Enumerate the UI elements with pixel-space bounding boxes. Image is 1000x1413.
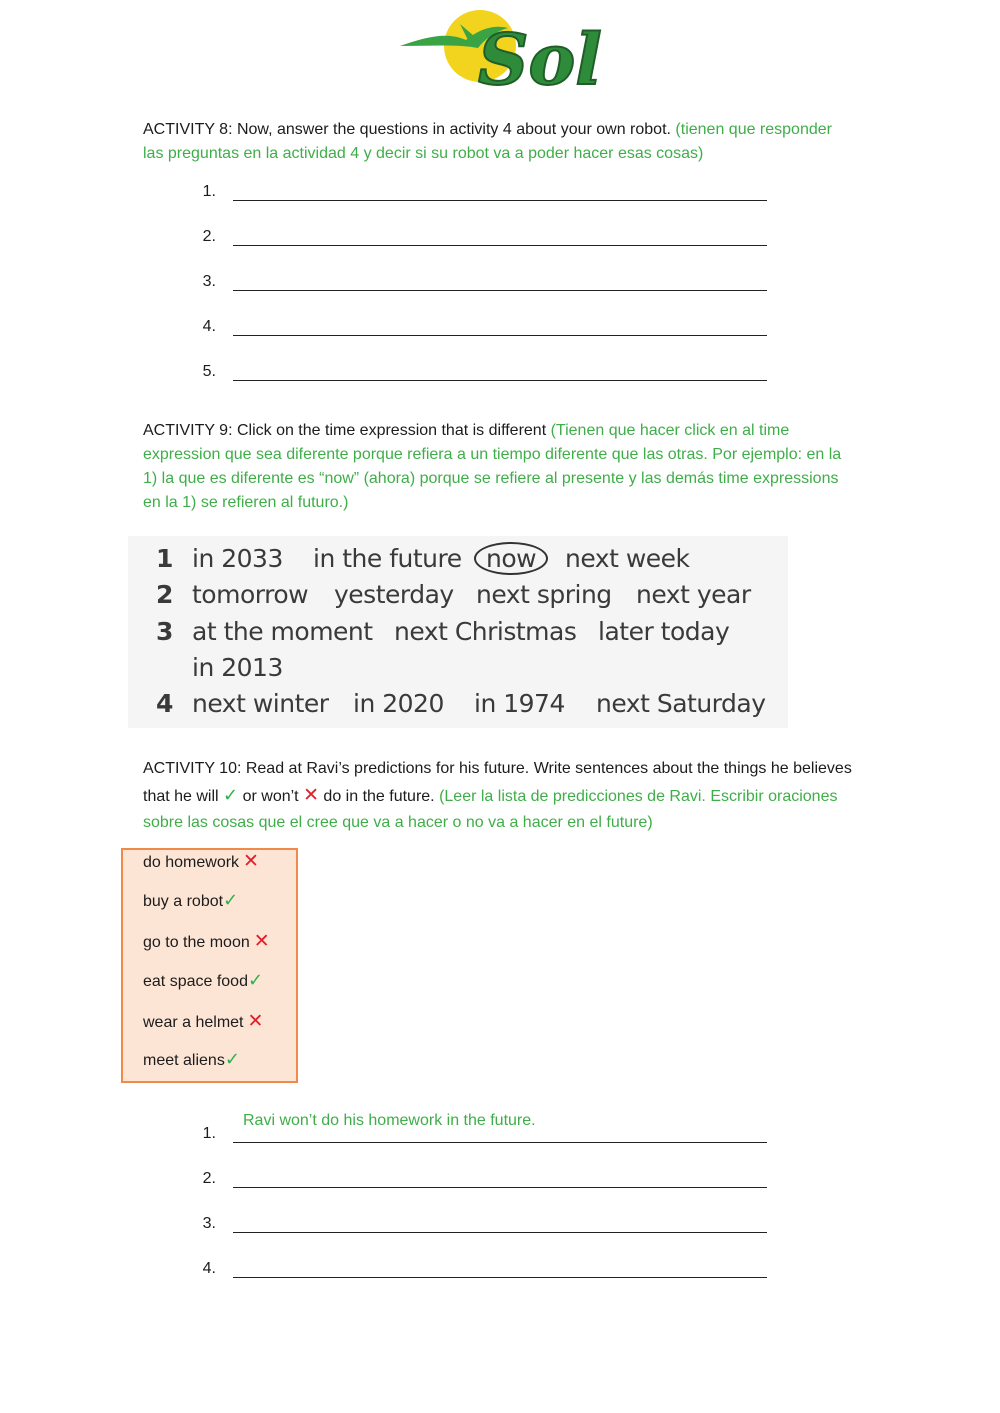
activity10-heading-c: do in the future. [318, 788, 440, 805]
activity8-heading: ACTIVITY 8: Now, answer the questions in activity 4 about your own robot [143, 121, 667, 138]
cross-icon: ✕ [253, 931, 270, 952]
time-expression[interactable]: yesterday [334, 580, 454, 609]
activity8-number-4: 4. [202, 318, 216, 335]
activity10-number-1: 1. [202, 1125, 216, 1142]
time-expression[interactable]: next spring [476, 580, 612, 609]
time-expression[interactable]: in 1974 [474, 689, 565, 718]
time-expressions-panel [128, 536, 788, 728]
activity9-note: (Tienen que hacer click en al time expression que sea diferente porque refiera a un tiempo diferente que las otras. Por ejemplo: en la 1) la que es diferente es “now” (ahora) porque se refiere al presente y las demás time expressions en la 1) se refieren al futuro.) [143, 422, 842, 511]
activity10-instructions [143, 756, 855, 836]
activity10-answer-line-3[interactable] [233, 1232, 767, 1233]
activity10-note: (Leer la lista de predicciones de Ravi. Escribir oraciones sobre las cosas que el cree que va a hacer o no va a hacer en el future) [143, 788, 838, 831]
time-expression[interactable]: next year [636, 580, 751, 609]
row-number: 4 [156, 689, 174, 718]
predictions-box [121, 848, 298, 1083]
time-expression[interactable]: later today [598, 617, 730, 646]
cross-icon: ✕ [247, 1011, 264, 1032]
row-number: 2 [156, 580, 174, 609]
cross-icon: ✕ [243, 851, 259, 872]
activity8-heading-end: . [666, 121, 676, 138]
time-expression[interactable]: in 2013 [192, 653, 283, 682]
activity10-heading-a: ACTIVITY 10: Read at Ravi’s predictions for his future. Write sentences about the things he believes that he will [143, 760, 852, 805]
time-expression[interactable]: in 2020 [353, 689, 444, 718]
activity10-answer-line-1[interactable] [233, 1142, 767, 1143]
check-icon: ✓ [247, 970, 264, 990]
prediction-item [143, 850, 259, 873]
cross-icon: ✕ [303, 785, 319, 806]
time-expression[interactable]: now [474, 542, 548, 575]
activity8-instructions [143, 118, 855, 166]
time-expression[interactable]: next week [565, 544, 690, 573]
time-expression[interactable]: next Saturday [596, 689, 766, 718]
activity8-answer-line-2[interactable] [233, 245, 767, 246]
sun-bird-logo-icon [398, 6, 608, 104]
activity8-answer-line-4[interactable] [233, 335, 767, 336]
activity10-answer-line-4[interactable] [233, 1277, 767, 1278]
time-expression[interactable]: next winter [192, 689, 329, 718]
activity8-number-3: 3. [202, 273, 216, 290]
activity8-note: (tienen que responder las preguntas en la actividad 4 y decir si su robot va a poder hacer esas cosas) [143, 121, 832, 162]
prediction-item [143, 930, 270, 953]
prediction-item [143, 970, 263, 991]
example-answer: Ravi won’t do his homework in the future. [243, 1112, 536, 1129]
check-icon: ✓ [223, 785, 239, 805]
prediction-text: do homework [143, 854, 240, 871]
activity8-number-1: 1. [202, 183, 216, 200]
row-number: 3 [156, 617, 174, 646]
time-expression[interactable]: at the moment [192, 617, 373, 646]
activity10-number-4: 4. [202, 1260, 216, 1277]
prediction-text: meet aliens [143, 1052, 225, 1069]
row-number: 1 [156, 544, 174, 573]
activity10-number-3: 3. [202, 1215, 216, 1232]
check-icon: ✓ [223, 890, 239, 910]
prediction-item [143, 890, 238, 911]
prediction-item [143, 1049, 240, 1070]
activity8-answer-line-5[interactable] [233, 380, 767, 381]
time-expression-circled[interactable] [486, 544, 548, 574]
time-expression[interactable]: next Christmas [394, 617, 577, 646]
time-expression[interactable]: in 2033 [192, 544, 283, 573]
activity10-number-2: 2. [202, 1170, 216, 1187]
activity10-answer-line-2[interactable] [233, 1187, 767, 1188]
time-expression[interactable]: in the future [313, 544, 462, 573]
prediction-item [143, 1010, 263, 1033]
activity10-heading-b: or won’t [238, 788, 304, 805]
prediction-text: buy a robot [143, 893, 224, 910]
activity8-answer-line-3[interactable] [233, 290, 767, 291]
prediction-text: eat space food [143, 973, 248, 990]
prediction-text: go to the moon [143, 934, 250, 951]
activity8-number-5: 5. [202, 363, 216, 380]
activity9-heading: ACTIVITY 9: Click on the time expression that is different [143, 422, 551, 439]
sol-logo [398, 6, 608, 104]
activity8-answer-line-1[interactable] [233, 200, 767, 201]
activity9-instructions [143, 419, 855, 515]
check-icon: ✓ [224, 1049, 240, 1069]
prediction-text: wear a helmet [143, 1014, 244, 1031]
time-expression[interactable]: tomorrow [192, 580, 309, 609]
activity8-number-2: 2. [202, 228, 216, 245]
logo-text: Sol [478, 18, 602, 101]
